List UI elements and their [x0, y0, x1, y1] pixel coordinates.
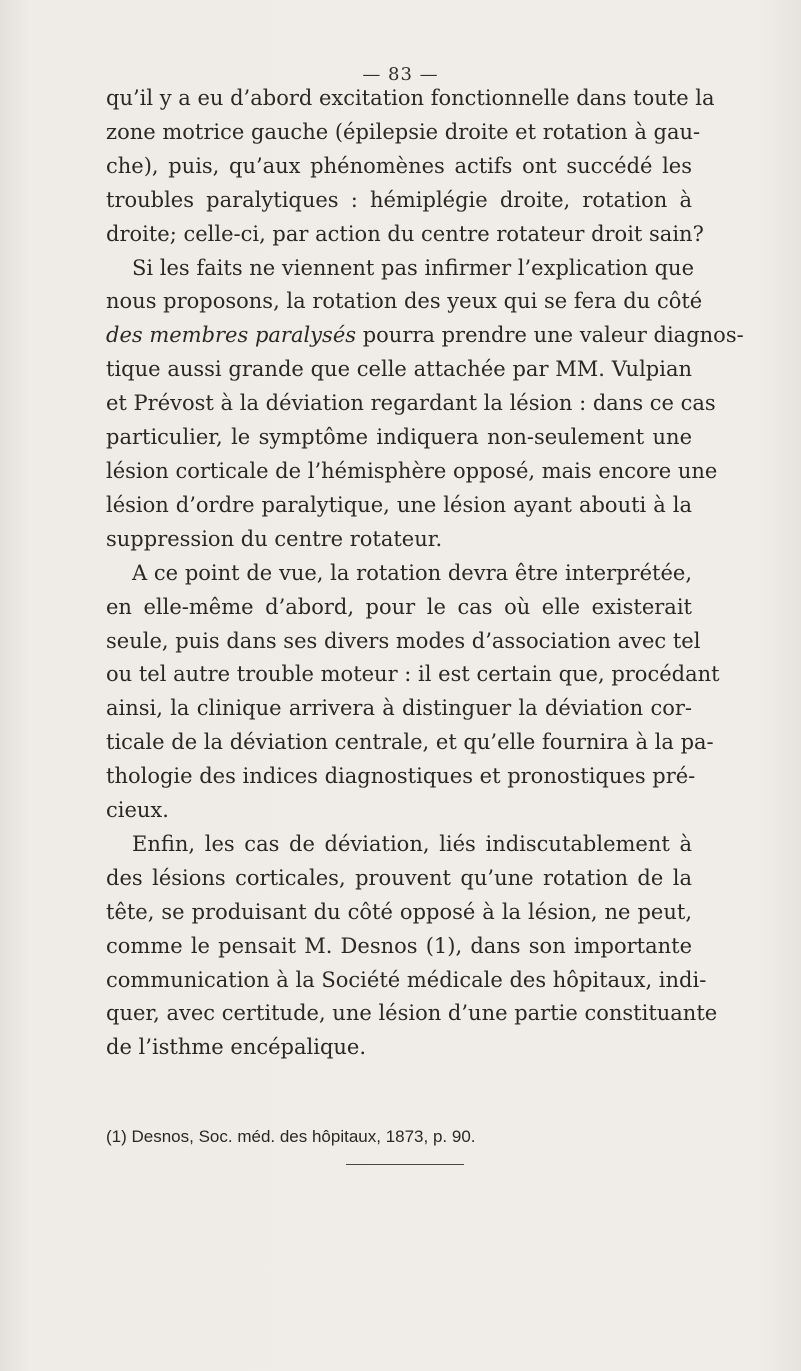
- page-number: — 83 —: [362, 64, 439, 85]
- text-line: nous proposons, la rotation des yeux qui se fera du côté: [106, 289, 703, 314]
- text-line: ainsi, la clinique arrivera à distinguer la déviation cor-: [106, 696, 692, 721]
- text-line: suppression du centre rotateur.: [106, 526, 443, 551]
- text-line: Si les faits ne viennent pas infirmer l’explication que: [132, 255, 694, 280]
- text-line: tique aussi grande que celle attachée par MM. Vulpian: [106, 357, 692, 382]
- text-line: thologie des indices diagnostiques et pronostiques pré-: [106, 764, 696, 789]
- text-line: des lésions corticales, prouvent qu’une rotation de la: [106, 865, 692, 890]
- text-line: troubles paralytiques : hémiplégie droite, rotation à: [106, 187, 692, 212]
- text-line: [106, 319, 744, 353]
- text-line: comme le pensait M. Desnos (1), dans son importante: [106, 933, 692, 958]
- footnote: (1) Desnos, Soc. méd. des hôpitaux, 1873, p. 90.: [106, 1127, 476, 1146]
- text-line: quer, avec certitude, une lésion d’une partie constituante: [106, 1001, 718, 1026]
- text-run: pourra prendre une valeur diagnos-: [356, 323, 744, 348]
- body-text: [106, 82, 744, 1065]
- text-line: tête, se produisant du côté opposé à la lésion, ne peut,: [106, 899, 692, 924]
- text-line: lésion corticale de l’hémisphère opposé, mais encore une: [106, 458, 718, 483]
- text-line: de l’isthme encépalique.: [106, 1035, 367, 1060]
- text-line: qu’il y a eu d’abord excitation fonctionnelle dans toute la: [106, 86, 715, 110]
- text-line: seule, puis dans ses divers modes d’association avec tel: [106, 628, 701, 653]
- text-line: ou tel autre trouble moteur : il est certain que, procédant: [106, 662, 720, 687]
- text-line: Enfin, les cas de déviation, liés indiscutablement à: [132, 831, 692, 856]
- text-line: et Prévost à la déviation regardant la lésion : dans ce cas: [106, 391, 716, 416]
- italic-phrase: des membres paralysés: [106, 323, 357, 348]
- text-line: A ce point de vue, la rotation devra être interprétée,: [132, 560, 692, 585]
- footnote-rule: [346, 1164, 464, 1165]
- text-line: zone motrice gauche (épilepsie droite et rotation à gau-: [106, 119, 701, 144]
- text-line: ticale de la déviation centrale, et qu’elle fournira à la pa-: [106, 730, 714, 755]
- text-line: che), puis, qu’aux phénomènes actifs ont succédé les: [106, 153, 692, 178]
- text-line: communication à la Société médicale des hôpitaux, indi-: [106, 967, 707, 992]
- text-line: cieux.: [106, 798, 169, 823]
- text-line: droite; celle-ci, par action du centre rotateur droit sain?: [106, 221, 704, 246]
- text-line: en elle-même d’abord, pour le cas où elle existerait: [106, 594, 692, 619]
- text-line: lésion d’ordre paralytique, une lésion ayant abouti à la: [106, 492, 692, 517]
- text-line: particulier, le symptôme indiquera non-seulement une: [106, 425, 692, 450]
